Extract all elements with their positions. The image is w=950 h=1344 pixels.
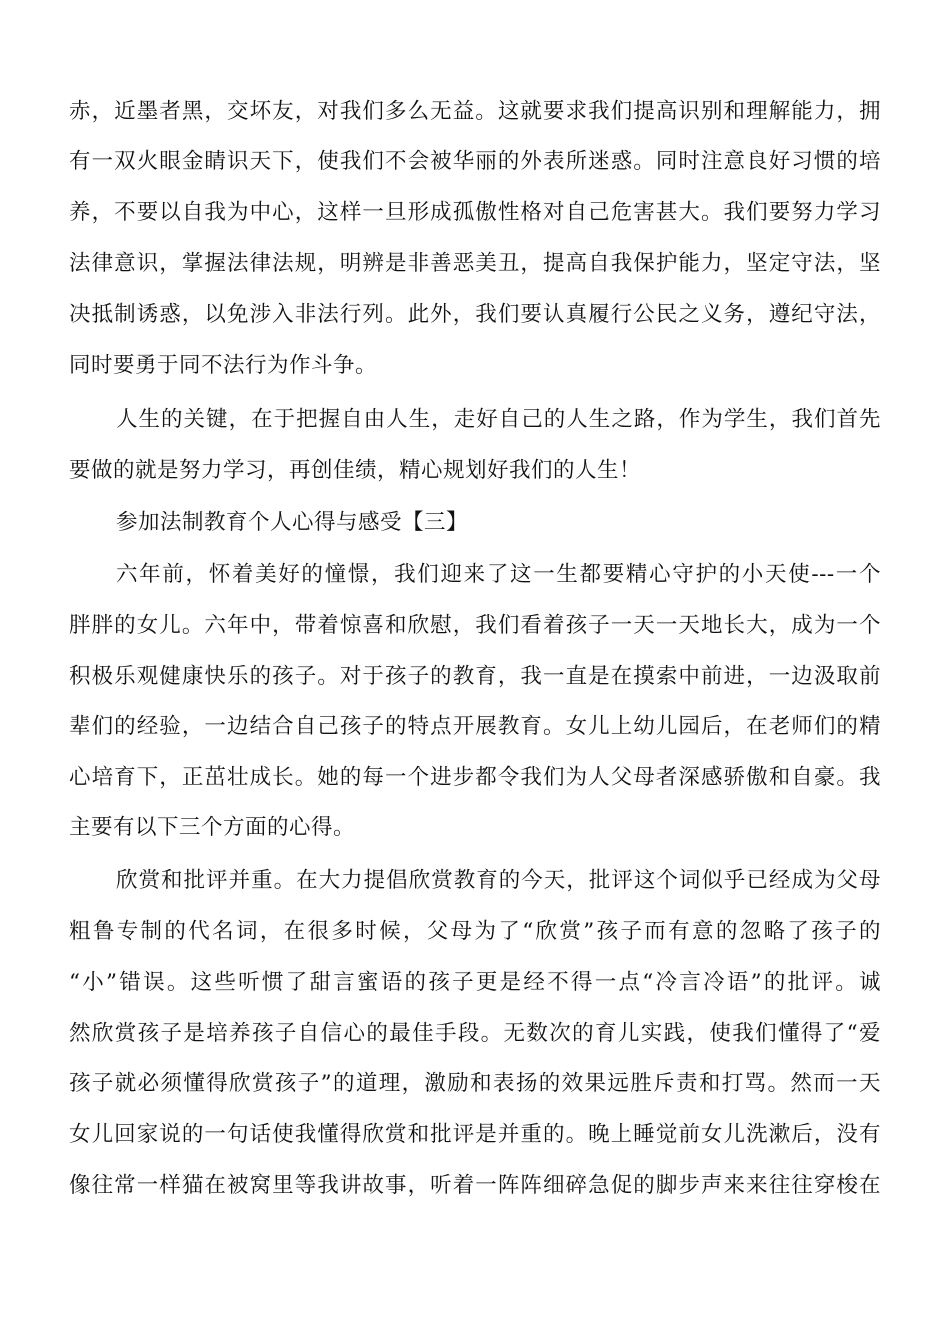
paragraph-1-line-5: 决抵制诱惑，以免涉入非法行列。此外，我们要认真履行公民之义务，遵纪守法， — [69, 302, 881, 327]
paragraph-4-line-2: 粗鲁专制的代名词，在很多时候，父母为了“欣赏”孩子而有意的忽略了孩子的 — [69, 919, 881, 944]
paragraph-4-line-7: 像往常一样猫在被窝里等我讲故事，听着一阵阵细碎急促的脚步声来来往往穿梭在 — [69, 1173, 881, 1198]
paragraph-1-line-4: 法律意识，掌握法律法规，明辨是非善恶美丑，提高自我保护能力，坚定守法，坚 — [69, 251, 881, 276]
paragraph-3-line-6: 主要有以下三个方面的心得。 — [69, 815, 356, 840]
paragraph-3-line-4: 辈们的经验，一边结合自己孩子的特点开展教育。女儿上幼儿园后，在老师们的精 — [69, 714, 881, 739]
paragraph-3-line-3: 积极乐观健康快乐的孩子。对于孩子的教育，我一直是在摸索中前进，一边汲取前 — [69, 664, 881, 689]
paragraph-1-line-2: 有一双火眼金睛识天下，使我们不会被华丽的外表所迷惑。同时注意良好习惯的培 — [69, 149, 881, 174]
paragraph-2-line-1: 人生的关键，在于把握自由人生，走好自己的人生之路，作为学生，我们首先 — [116, 407, 881, 432]
paragraph-4-line-4: 然欣赏孩子是培养孩子自信心的最佳手段。无数次的育儿实践，使我们懂得了“爱 — [69, 1021, 881, 1046]
paragraph-4-line-5: 孩子就必须懂得欣赏孩子”的道理，激励和表扬的效果远胜斥责和打骂。然而一天 — [69, 1071, 881, 1096]
paragraph-3-line-1: 六年前，怀着美好的憧憬，我们迎来了这一生都要精心守护的小天使---一个 — [116, 562, 881, 587]
paragraph-3-line-5: 心培育下，正茁壮成长。她的每一个进步都令我们为人父母者深感骄傲和自豪。我 — [69, 765, 881, 790]
paragraph-1-line-3: 养，不要以自我为中心，这样一旦形成孤傲性格对自己危害甚大。我们要努力学习 — [69, 200, 881, 225]
paragraph-1-line-1: 赤，近墨者黑，交坏友，对我们多么无益。这就要求我们提高识别和理解能力，拥 — [69, 99, 881, 124]
paragraph-4-line-3: “小”错误。这些听惯了甜言蜜语的孩子更是经不得一点“冷言冷语”的批评。诚 — [69, 970, 881, 995]
paragraph-2-line-2: 要做的就是努力学习，再创佳绩，精心规划好我们的人生！ — [69, 458, 642, 483]
paragraph-1-line-6: 同时要勇于同不法行为作斗争。 — [69, 353, 378, 378]
paragraph-3-line-2: 胖胖的女儿。六年中，带着惊喜和欣慰，我们看着孩子一天一天地长大，成为一个 — [69, 613, 881, 638]
paragraph-4-line-1: 欣赏和批评并重。在大力提倡欣赏教育的今天，批评这个词似乎已经成为父母 — [116, 868, 881, 893]
section-heading: 参加法制教育个人心得与感受【三】 — [116, 510, 469, 535]
paragraph-4-line-6: 女儿回家说的一句话使我懂得欣赏和批评是并重的。晚上睡觉前女儿洗漱后，没有 — [69, 1122, 881, 1147]
